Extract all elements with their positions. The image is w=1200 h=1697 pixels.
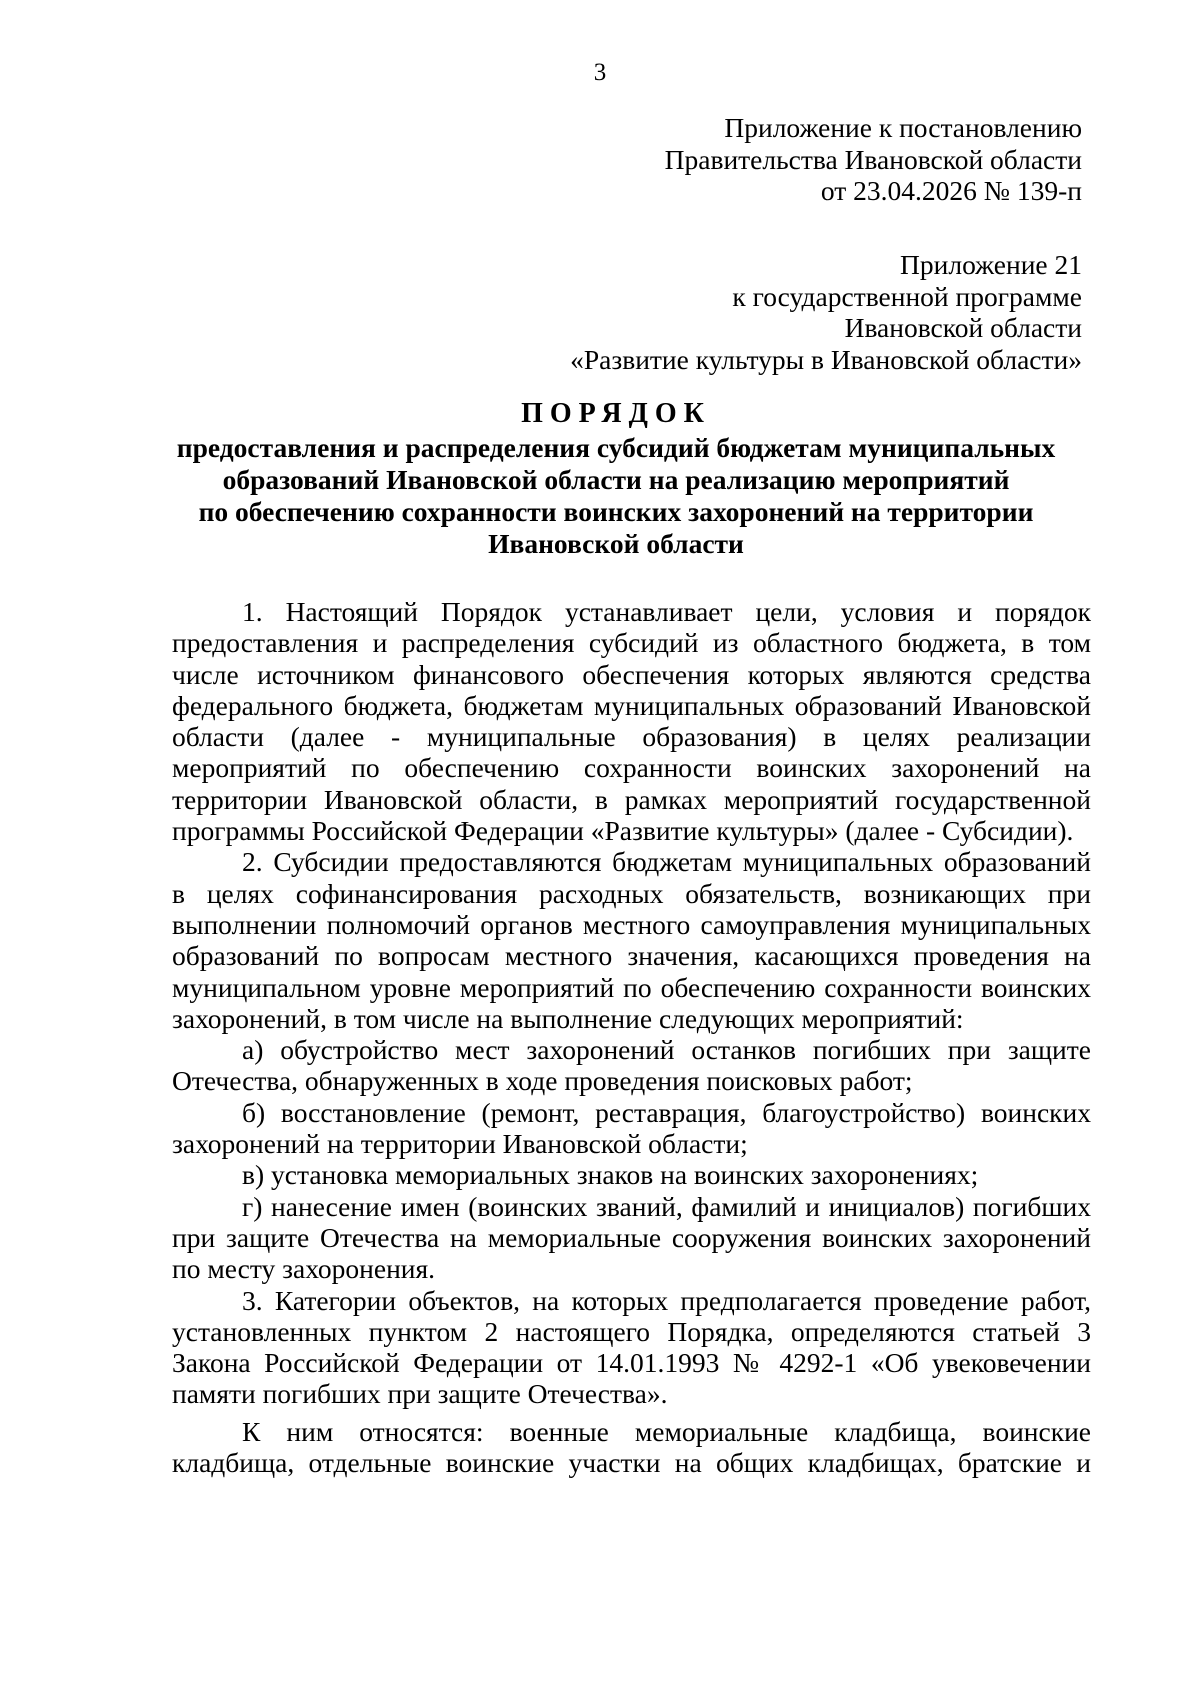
attachment-line: Правительства Ивановской области: [664, 143, 1082, 175]
list-item-g: г) нанесение имен (воинских званий, фамилий и инициалов) погибших при защите Отечества на мемориальные сооружения воинских захоронений по месту захоронения.: [172, 1190, 1091, 1285]
attachment-line: к государственной программе: [732, 280, 1082, 312]
page-number: 3: [593, 59, 607, 86]
attachment-line: Ивановской области: [844, 312, 1082, 343]
document-title: ПОРЯДОК: [521, 398, 711, 429]
attachment-to-program: [570, 249, 1082, 375]
list-item-v: в) установка мемориальных знаков на воинских захоронениях;: [242, 1159, 979, 1191]
heading-subtitle-line: Ивановской области: [488, 528, 744, 559]
document-heading: [150, 398, 1082, 560]
list-item-b: б) восстановление (ремонт, реставрация, благоустройство) воинских захоронений на территории Ивановской области;: [172, 1096, 1091, 1160]
heading-subtitle-line: предоставления и распределения субсидий бюджетам муниципальных: [176, 432, 1056, 463]
heading-subtitle-line: по обеспечению сохранности воинских захоронений на территории: [198, 496, 1034, 527]
attachment-line: Приложение 21: [900, 249, 1082, 280]
paragraph-2: 2. Субсидии предоставляются бюджетам муниципальных образований в целях софинансирования расходных обязательств, возникающих при выполнении полномочий органов местного самоуправления муниципальных образований по вопросам местного значения, касающихся проведения на муниципальном уровне мероприятий по обеспечению сохранности воинских захоронений, в том числе на выполнение следующих мероприятий:: [172, 846, 1091, 1034]
attachment-line: Приложение к постановлению: [724, 112, 1082, 143]
paragraph-4: К ним относятся: военные мемориальные кладбища, воинские кладбища, отдельные воинские участки на общих кладбищах, братские и: [172, 1415, 1091, 1479]
paragraph-3: 3. Категории объектов, на которых предполагается проведение работ, установленных пунктом 2 настоящего Порядка, определяются статьей 3 Закона Российской Федерации от 14.01.1993 № 4292-1 «Об увековечении памяти погибших при защите Отечества».: [172, 1284, 1091, 1410]
document-body: [172, 596, 1091, 1478]
paragraph-1: 1. Настоящий Порядок устанавливает цели, условия и порядок предоставления и распределения субсидий из областного бюджета, в том числе источником финансового обеспечения которых являются средства федерального бюджета, бюджетам муниципальных образований Ивановской области (далее - муниципальные образования) в целях реализации мероприятий по обеспечению сохранности воинских захоронений на территории Ивановской области, в рамках мероприятий государственной программы Российской Федерации «Развитие культуры» (далее - Субсидии).: [172, 596, 1091, 847]
attachment-line: «Развитие культуры в Ивановской области»: [570, 343, 1082, 375]
attachment-line: от 23.04.2026 № 139-п: [820, 175, 1082, 206]
attachment-to-resolution: [665, 112, 1082, 207]
heading-subtitle-line: образований Ивановской области на реализацию мероприятий: [222, 464, 1010, 495]
list-item-a: а) обустройство мест захоронений останков погибших при защите Отечества, обнаруженных в ходе проведения поисковых работ;: [172, 1034, 1091, 1097]
